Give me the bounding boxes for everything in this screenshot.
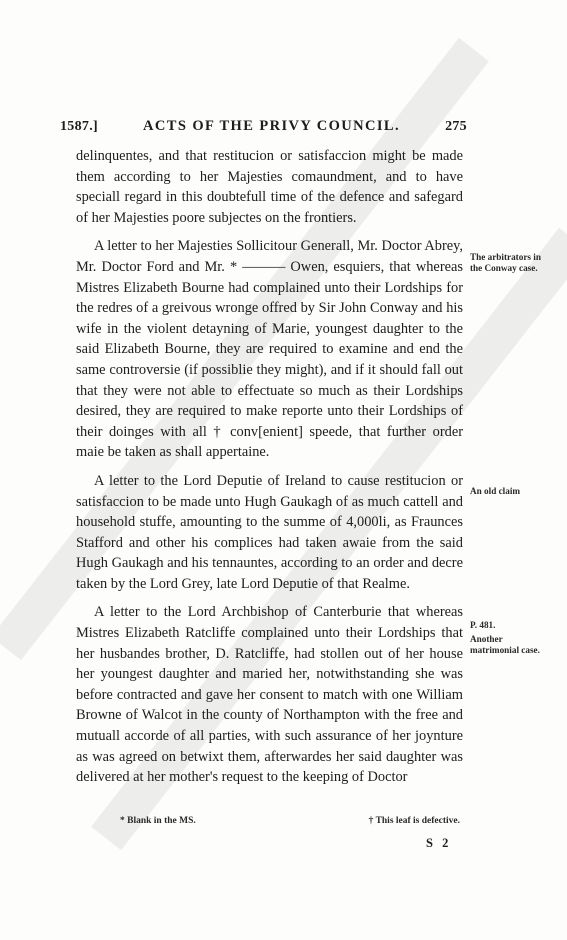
footnote-defective: † This leaf is defective. [368, 816, 460, 826]
body-text [76, 146, 463, 796]
paragraph-ireland-letter: A letter to the Lord Deputie of Ireland to cause restitucion or satisfaccion to be made unto Hugh Gaukagh of as much cattell and household stuffe, amounting to the summe of 4,000li, as Fraunces Stafford and other his complices had taken awaie from the said Hugh Gaukagh and his tennauntes, according to an order and decre taken by the Lord Grey, late Lord Deputie of that Realme. [76, 472, 463, 592]
page-number: 275 [445, 119, 467, 134]
paragraph-canterbury-letter: A letter to the Lord Archbishop of Canterburie that whereas Mistres Elizabeth Ratcliffe complained unto their Lordships that her husbandes brother, D. Ratcliffe, had stollen out of her house her youngest daughter and maried her, notwithstanding she was before contracted and gave her consent to match with one William Browne of Walcot in the county of Northampton with the free and mutuall accorde of all parties, with such assurance of her joynture as was agreed on betwixt them, afterwardes her said daughter was delivered at her mother's request to the keeping of Doctor [76, 604, 463, 786]
margin-note-page-ref: P. 481. [470, 620, 496, 630]
margin-note-arbitrators: The arbitrators in the Conway case. [470, 252, 541, 273]
footnotes [120, 816, 460, 826]
header-year: 1587.] [60, 119, 98, 134]
margin-note-matrimonial: Another matrimonial case. [470, 634, 540, 655]
footnote-blank: * Blank in the MS. [120, 816, 196, 826]
signature-mark: S 2 [426, 836, 452, 850]
running-header [60, 118, 467, 135]
header-title: ACTS OF THE PRIVY COUNCIL. [143, 118, 401, 134]
paragraph-conway-letter: A letter to her Majesties Sollicitour Generall, Mr. Doctor Abrey, Mr. Doctor Ford and Mr. * ——— Owen, esquiers, that whereas Mistres Elizabeth Bourne had complained unto their Lordships for the redres of a greivous wronge offred by Sir John Conway and his wife in the violent detayning of Marie, youngest daughter to the said Elizabeth Bourne, they are required to examine and end the same controversie (if possiblie they might), and if it should fall out that they were not able to effectuate so much as their Lordships desired, they are required to make reporte unto their Lordships of their doinges with all † conv[enient] speede, that further order maie be taken as shall appertaine. [76, 238, 463, 461]
paragraph-continuation: delinquentes, and that restitucion or satisfaccion might be made them according to her Majesties comaundment, and to have speciall regard in this doubtefull time of the defence and safegard of her Majesties poore subjectes on the frontiers. [76, 148, 463, 226]
margin-note-old-claim: An old claim [470, 486, 521, 496]
